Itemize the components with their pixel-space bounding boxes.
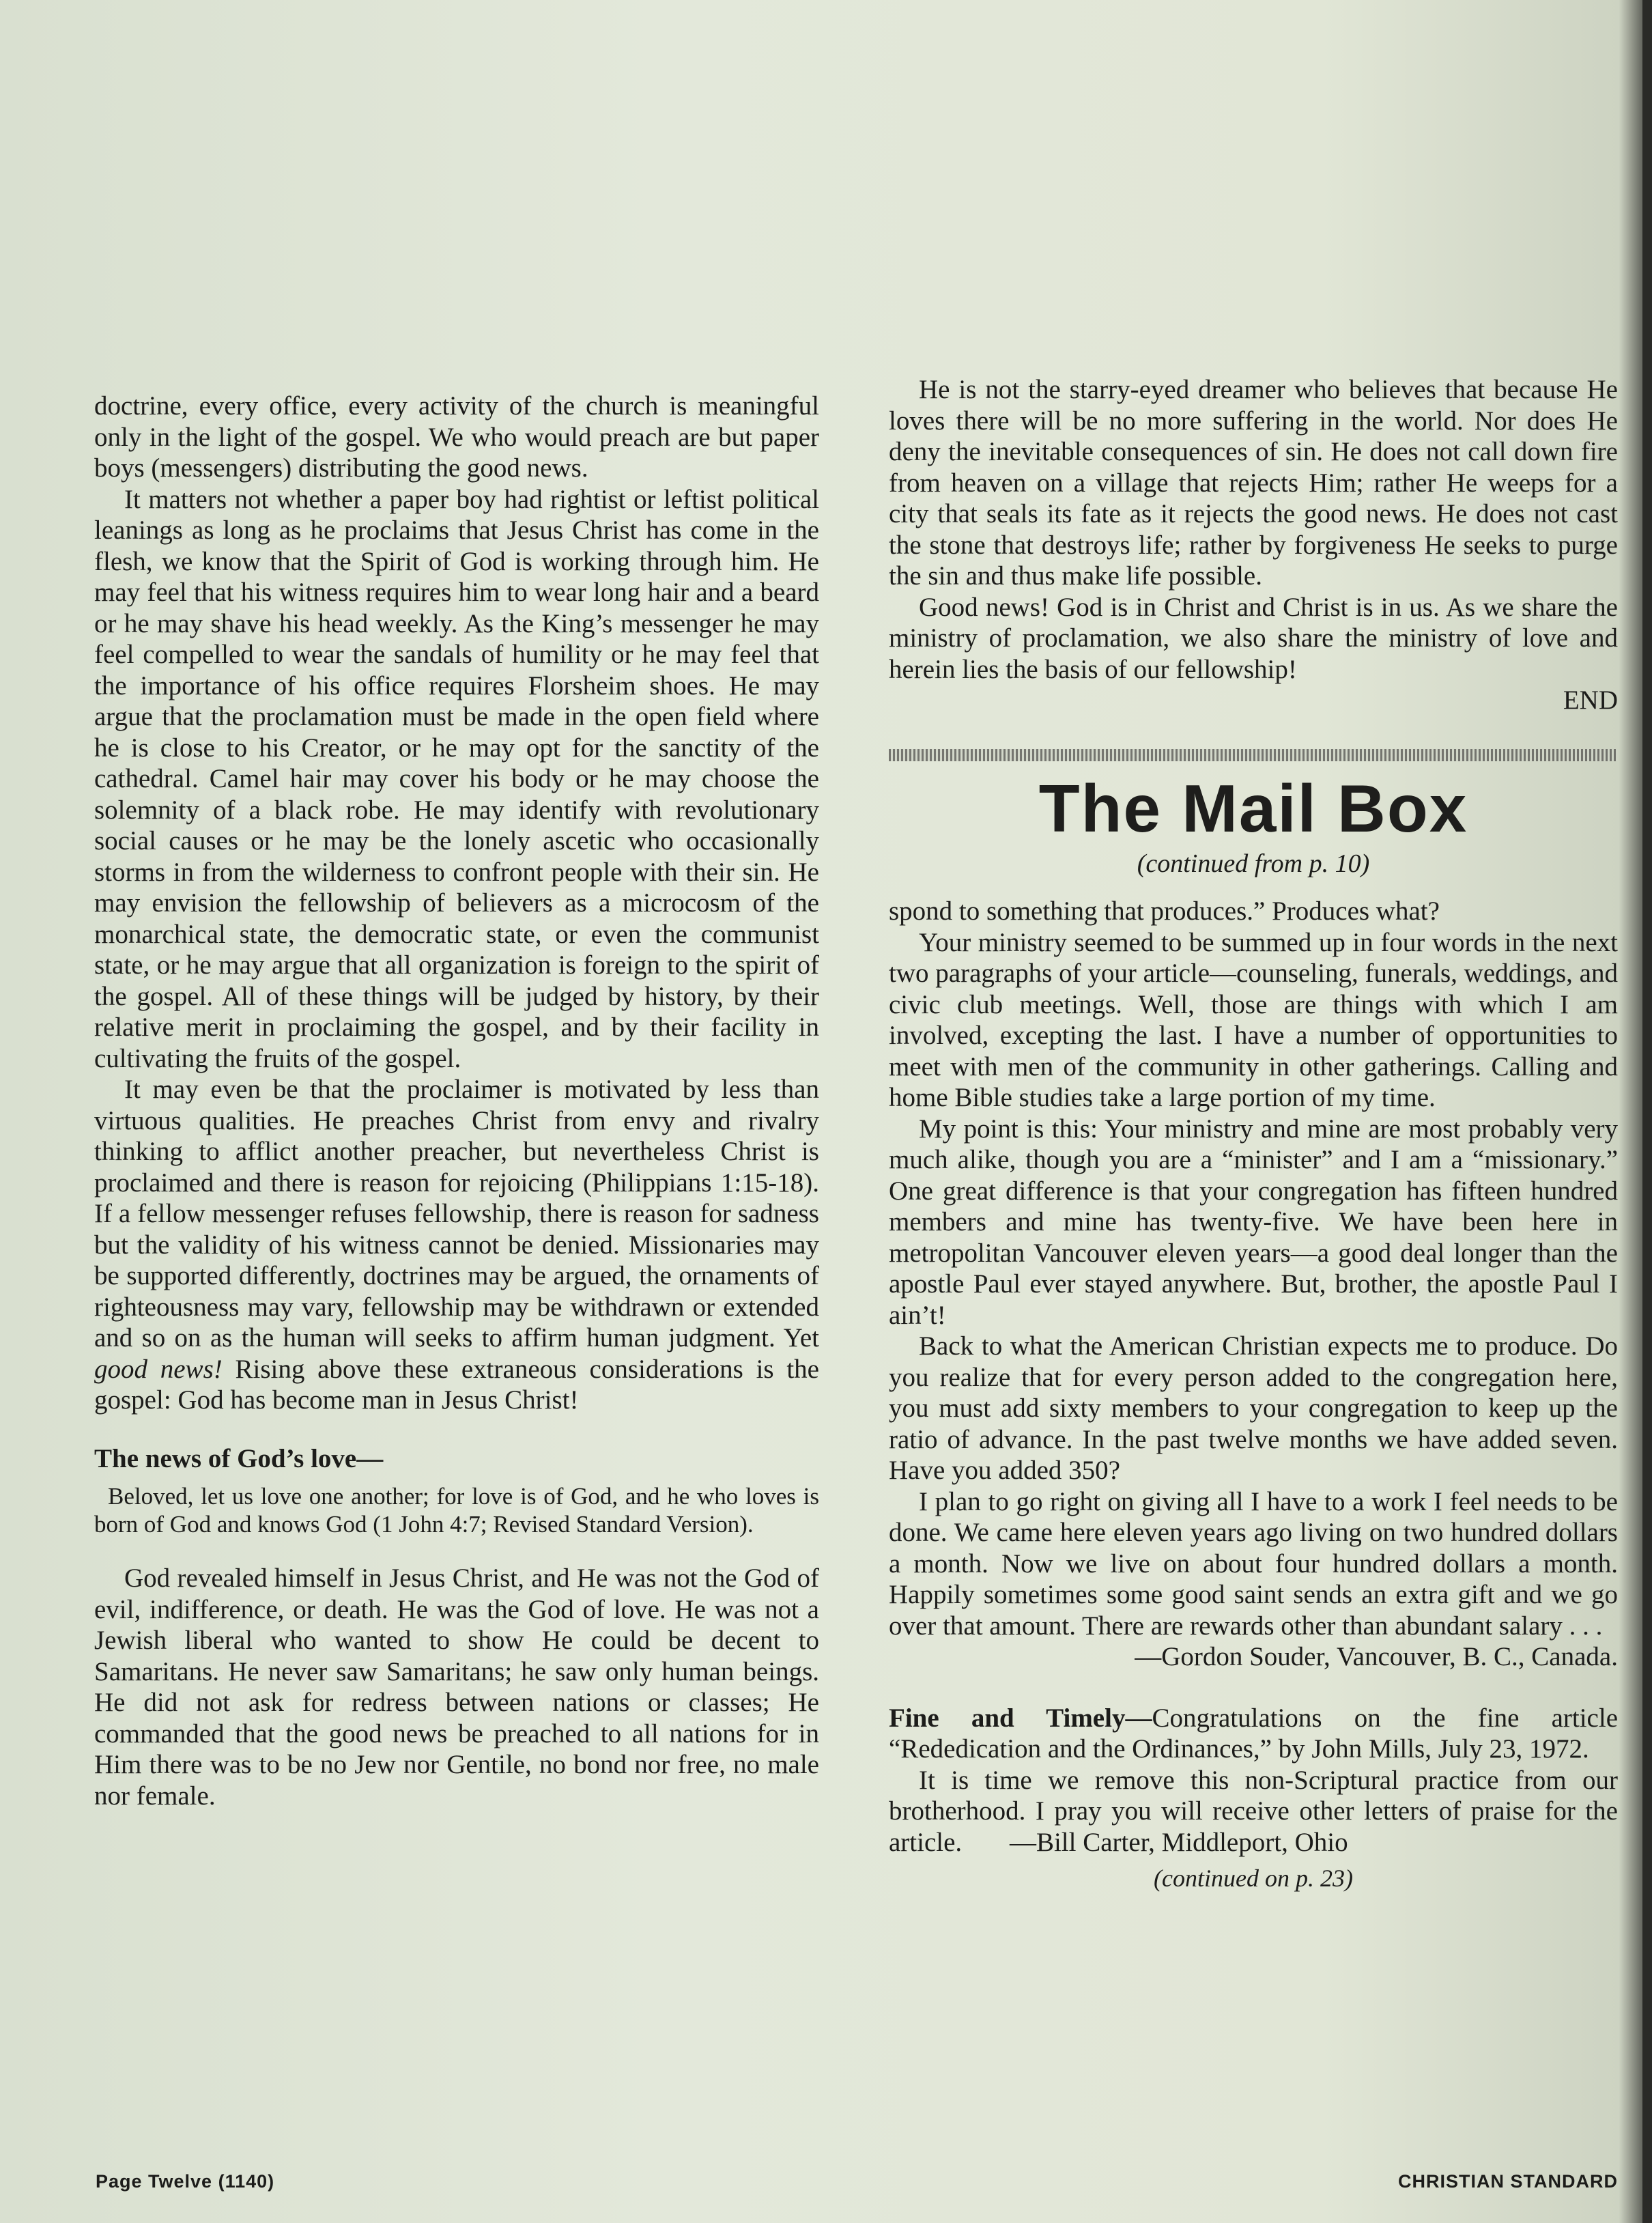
letter-paragraph: My point is this: Your ministry and mine are most probably very much alike, though you are a “minister” and I am a “missionary.” One great difference is that your congregation has fifteen hundred members and mine has twenty-five. We have been here in metropolitan Vancouver eleven years—a good deal longer than the apostle Paul ever stayed anywhere. But, brother, the apostle Paul I ain’t! [889, 1114, 1618, 1330]
letter-paragraph [889, 1765, 1618, 1858]
letter-text: Congratulations on the fine article “Rededication and the Ordinances,” by John Mills, July 23, 1972. [889, 1703, 1618, 1764]
bleed-through-text [423, 109, 436, 164]
end-mark: END [1563, 685, 1618, 715]
binding-edge [1642, 0, 1652, 2223]
letter-paragraph [889, 1703, 1618, 1765]
paragraph: He is not the starry-eyed dreamer who believes that because He loves there will be no more suffering in the world. Nor does He deny the inevitable consequences of sin. He does not call down fire from heaven on a village that rejects Him; rather He weeps for a city that seals its fate as it rejects the good news. He does not cast the stone that destroys life; rather by forgiveness He seeks to purge the sin and thus make life possible. [889, 375, 1618, 591]
section-subhead: The news of God’s love— [94, 1443, 384, 1473]
end-line [889, 685, 1618, 716]
paragraph: Good news! God is in Christ and Christ is in us. As we share the ministry of proclamation, we also share the ministry of love and herein lies the basis of our fellowship! [889, 592, 1618, 684]
left-column [94, 391, 819, 1811]
scripture-quote [94, 1482, 819, 1538]
paragraph-text: It may even be that the proclaimer is motivated by less than virtuous qualities. He preaches Christ from envy and rivalry thinking to afflict another preacher, but nevertheless Christ is proclaimed and there is reason for rejoicing (Philippians 1:15-18). If a fellow messenger refuses fellowship, there is reason for sadness but the validity of his witness cannot be denied. Missionaries may be supported differently, doctrines may be argued, the ornaments of righteousness may vary, fellowship may be withdrawn or extended and so on as the human will seeks to affirm human judgment. Yet [94, 1075, 819, 1353]
letter-paragraph: I plan to go right on giving all I have to a work I feel needs to be done. We came here eleven years ago living on two hundred dollars a month. Now we live on about four hundred dollars a month. Happily sometimes some good saint sends an extra gift and we go over that amount. There are rewards other than abundant salary . . . [889, 1486, 1618, 1641]
paragraph [94, 1074, 819, 1416]
italic-phrase: good news! [94, 1354, 223, 1384]
letter-paragraph: Your ministry seemed to be summed up in four words in the next two paragraphs of your article—counseling, funerals, weddings, and civic club meetings. Well, those are things with which I am involved, excepting the last. I have a number of opportunities to meet with men of the community in other gatherings. Calling and home Bible studies take a large portion of my time. [889, 927, 1618, 1112]
letter-paragraph: spond to something that produces.” Produces what? [889, 896, 1440, 926]
section-divider [889, 749, 1618, 761]
quote-text: Beloved, let us love one another; for love is of God, and he who loves is born of God and knows God (1 John 4:7; Revised Standard Version). [94, 1483, 819, 1538]
continued-from-note: (continued from p. 10) [1137, 849, 1370, 878]
page-number-footer: Page Twelve (1140) [96, 2171, 275, 2192]
letter-signature: —Gordon Souder, Vancouver, B. C., Canada. [1135, 1642, 1618, 1671]
paragraph: It matters not whether a paper boy had rightist or leftist political leanings as long as he proclaims that Jesus Christ has come in the flesh, we know that the Spirit of God is working through him. He may feel that his witness requires him to wear long hair and a beard or he may shave his head weekly. As the King’s messenger he may feel compelled to wear the sandals of humility or he may feel that the importance of his office requires Florsheim shoes. He may argue that the proclamation must be made in the open field where he is close to his Creator, or he may opt for the sanctity of the cathedral. Camel hair may cover his body or he may choose the solemnity of a black robe. He may identify with revolutionary social causes or he may be the lonely ascetic who occasionally storms in from the wilderness to confront people with their sin. He may envision the fellowship of believers as a microcosm of the monarchical state, the democratic state, or even the communist state, or he may argue that all organization is foreign to the spirit of the gospel. All of these things will be judged by history, by their relative merit in proclaiming the gospel, and by their facility in cultivating the fruits of the gospel. [94, 484, 819, 1073]
letter-heading: Fine and Timely— [889, 1703, 1152, 1733]
letter-text: It is time we remove this non-Scriptural practice from our brotherhood. I pray you will receive other letters of praise for the article. [889, 1765, 1618, 1857]
mailbox-heading: The Mail Box [1038, 770, 1468, 846]
continued-on-note: (continued on p. 23) [1154, 1865, 1353, 1892]
letter-paragraph: Back to what the American Christian expects me to produce. Do you realize that for every person added to the congregation here, you must add sixty members to your congregation to keep up the ratio of advance. In the past twelve months we have added seven. Have you added 350? [889, 1331, 1618, 1485]
publication-footer: CHRISTIAN STANDARD [1398, 2171, 1618, 2192]
letter-signature: —Bill Carter, Middleport, Ohio [1009, 1827, 1348, 1857]
paragraph: doctrine, every office, every activity of the church is meaningful only in the light of the gospel. We who would preach are but paper boys (messengers) distributing the good news. [94, 391, 819, 483]
right-column [889, 374, 1618, 1895]
paragraph: God revealed himself in Jesus Christ, and He was not the God of evil, indifference, or death. He was the God of love. He was not a Jewish liberal who wanted to show He could be decent to Samaritans. He never saw Samaritans; he saw only human beings. He did not ask for redress between nations or classes; He commanded that the good news be preached to all nations for in Him there was to be no Jew nor Gentile, no bond nor free, no male nor female. [94, 1563, 819, 1811]
paragraph-text: Rising above these extraneous considerations is the gospel: God has become man in Jesus Christ! [94, 1354, 819, 1415]
